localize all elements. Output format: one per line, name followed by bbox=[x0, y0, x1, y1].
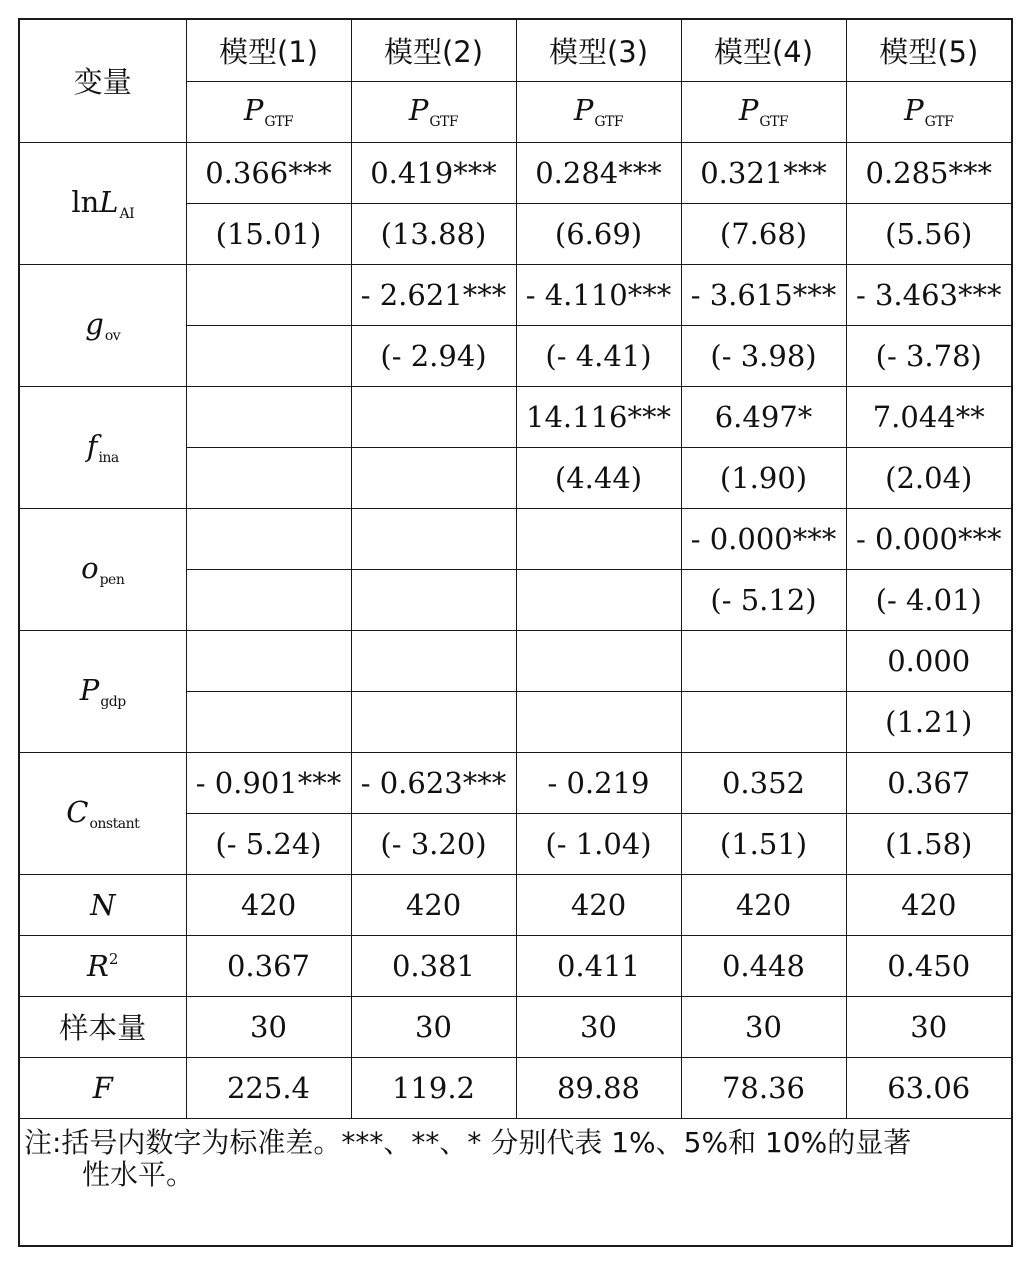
coefficient-cell bbox=[351, 386, 516, 447]
variable-name bbox=[20, 264, 186, 386]
model-header: 模型(5) bbox=[846, 20, 1011, 81]
dependent-subscript: GTF bbox=[759, 114, 789, 130]
standard-error-cell: (15.01) bbox=[186, 203, 351, 264]
coefficient-cell: 0.367 bbox=[846, 752, 1011, 813]
dependent-variable bbox=[351, 81, 516, 142]
standard-error-cell: (13.88) bbox=[351, 203, 516, 264]
stat-value-cell: 63.06 bbox=[846, 1057, 1011, 1118]
stat-label-text: R bbox=[87, 948, 109, 983]
stat-label bbox=[20, 996, 186, 1057]
variable-header: 变量 bbox=[20, 20, 186, 142]
model-header: 模型(2) bbox=[351, 20, 516, 81]
stat-row bbox=[20, 1057, 1011, 1118]
variable-symbol bbox=[71, 185, 134, 222]
standard-error-cell: (7.68) bbox=[681, 203, 846, 264]
stat-value-cell: 420 bbox=[186, 874, 351, 935]
dependent-variable bbox=[846, 81, 1011, 142]
coefficient-cell: 0.284*** bbox=[516, 142, 681, 203]
standard-error-cell: (1.90) bbox=[681, 447, 846, 508]
variable-symbol bbox=[87, 429, 119, 466]
stat-value-cell: 30 bbox=[846, 996, 1011, 1057]
variable-main: g bbox=[85, 306, 104, 341]
variable-subscript: pen bbox=[99, 571, 125, 588]
variable-main: P bbox=[79, 672, 100, 707]
variable-main: o bbox=[81, 550, 99, 585]
coefficient-cell: - 0.623*** bbox=[351, 752, 516, 813]
coefficient-cell bbox=[186, 264, 351, 325]
variable-name bbox=[20, 752, 186, 874]
coefficient-cell: - 0.901*** bbox=[186, 752, 351, 813]
standard-error-cell: (- 5.24) bbox=[186, 813, 351, 874]
standard-error-cell: (1.21) bbox=[846, 691, 1011, 752]
stat-value-cell: 0.367 bbox=[186, 935, 351, 996]
standard-error-cell: (6.69) bbox=[516, 203, 681, 264]
coef-row bbox=[20, 630, 1011, 691]
stat-label bbox=[20, 874, 186, 935]
stat-label-text: 样本量 bbox=[59, 1011, 147, 1045]
standard-error-cell: (1.51) bbox=[681, 813, 846, 874]
coefficient-cell bbox=[516, 508, 681, 569]
variable-name bbox=[20, 386, 186, 508]
dependent-subscript: GTF bbox=[429, 114, 459, 130]
stat-label-text: N bbox=[90, 887, 116, 922]
standard-error-cell: (- 3.20) bbox=[351, 813, 516, 874]
stat-value-cell: 30 bbox=[681, 996, 846, 1057]
variable-symbol bbox=[66, 795, 139, 832]
coefficient-cell bbox=[351, 508, 516, 569]
stat-value-cell: 225.4 bbox=[186, 1057, 351, 1118]
coefficient-cell: 6.497* bbox=[681, 386, 846, 447]
dependent-subscript: GTF bbox=[264, 114, 294, 130]
regression-table-frame bbox=[18, 18, 1013, 1247]
standard-error-cell bbox=[516, 569, 681, 630]
standard-error-cell: (- 5.12) bbox=[681, 569, 846, 630]
stat-value-cell: 78.36 bbox=[681, 1057, 846, 1118]
dependent-variable bbox=[681, 81, 846, 142]
dependent-symbol: $P_{GTF}$ bbox=[573, 93, 624, 130]
variable-subscript: ina bbox=[98, 449, 119, 466]
dependent-symbol: $P_{GTF}$ bbox=[904, 93, 954, 130]
stat-row bbox=[20, 935, 1011, 996]
stat-value-cell: 420 bbox=[516, 874, 681, 935]
variable-symbol bbox=[80, 673, 126, 710]
coefficient-cell bbox=[516, 630, 681, 691]
standard-error-cell bbox=[351, 691, 516, 752]
variable-symbol bbox=[81, 551, 124, 588]
standard-error-cell: (- 4.41) bbox=[516, 325, 681, 386]
coefficient-cell: 7.044** bbox=[846, 386, 1011, 447]
standard-error-cell: (- 3.78) bbox=[846, 325, 1011, 386]
standard-error-cell bbox=[351, 447, 516, 508]
coefficient-cell: - 4.110*** bbox=[516, 264, 681, 325]
stat-row bbox=[20, 874, 1011, 935]
coef-row bbox=[20, 264, 1011, 325]
stat-label-superscript: 2 bbox=[108, 949, 119, 968]
stat-value-cell: 0.450 bbox=[846, 935, 1011, 996]
coefficient-cell: 0.285*** bbox=[846, 142, 1011, 203]
note-line-1: 注:括号内数字为标准差。***、**、* 分别代表 1%、5%和 10%的显著 bbox=[24, 1125, 912, 1159]
coefficient-cell bbox=[186, 630, 351, 691]
stat-value-cell: 0.381 bbox=[351, 935, 516, 996]
dependent-symbol: $P_{GTF}$ bbox=[408, 93, 459, 130]
standard-error-cell bbox=[516, 691, 681, 752]
standard-error-cell: (5.56) bbox=[846, 203, 1011, 264]
variable-prefix: ln bbox=[71, 184, 100, 219]
variable-subscript: ov bbox=[104, 327, 121, 344]
coefficient-cell bbox=[351, 630, 516, 691]
coefficient-cell: 0.366*** bbox=[186, 142, 351, 203]
standard-error-cell: (- 2.94) bbox=[351, 325, 516, 386]
coefficient-cell bbox=[681, 630, 846, 691]
coefficient-cell bbox=[186, 386, 351, 447]
standard-error-cell bbox=[681, 691, 846, 752]
coefficient-cell: - 0.219 bbox=[516, 752, 681, 813]
coef-row bbox=[20, 142, 1011, 203]
dependent-subscript: GTF bbox=[594, 114, 624, 130]
dependent-symbol: $P_{GTF}$ bbox=[738, 93, 789, 130]
standard-error-cell bbox=[186, 691, 351, 752]
coefficient-cell: - 2.621*** bbox=[351, 264, 516, 325]
standard-error-cell: (- 3.98) bbox=[681, 325, 846, 386]
coefficient-cell: - 0.000*** bbox=[681, 508, 846, 569]
coefficient-cell: - 3.463*** bbox=[846, 264, 1011, 325]
coefficient-cell: 0.000 bbox=[846, 630, 1011, 691]
variable-name bbox=[20, 630, 186, 752]
model-header: 模型(4) bbox=[681, 20, 846, 81]
stat-value-cell: 30 bbox=[351, 996, 516, 1057]
standard-error-cell bbox=[351, 569, 516, 630]
standard-error-cell: (1.58) bbox=[846, 813, 1011, 874]
stat-label-text: F bbox=[92, 1070, 113, 1105]
standard-error-cell bbox=[186, 569, 351, 630]
stat-label bbox=[20, 935, 186, 996]
standard-error-cell bbox=[186, 447, 351, 508]
coef-row bbox=[20, 752, 1011, 813]
note-line-2: 性水平。 bbox=[82, 1157, 195, 1191]
coefficient-cell: - 3.615*** bbox=[681, 264, 846, 325]
coefficient-cell: 0.352 bbox=[681, 752, 846, 813]
standard-error-cell: (4.44) bbox=[516, 447, 681, 508]
standard-error-cell bbox=[186, 325, 351, 386]
stat-label bbox=[20, 1057, 186, 1118]
dependent-symbol: $P_{GTF}$ bbox=[243, 93, 294, 130]
dependent-variable bbox=[186, 81, 351, 142]
stat-value-cell: 420 bbox=[681, 874, 846, 935]
coefficient-cell bbox=[186, 508, 351, 569]
standard-error-cell: (- 4.01) bbox=[846, 569, 1011, 630]
coefficient-cell: - 0.000*** bbox=[846, 508, 1011, 569]
variable-subscript: AI bbox=[119, 205, 135, 222]
dependent-variable bbox=[516, 81, 681, 142]
stat-value-cell: 30 bbox=[516, 996, 681, 1057]
variable-main: C bbox=[66, 794, 89, 829]
coefficient-cell: 0.419*** bbox=[351, 142, 516, 203]
standard-error-cell: (2.04) bbox=[846, 447, 1011, 508]
variable-main: L bbox=[99, 184, 119, 219]
stat-row bbox=[20, 996, 1011, 1057]
regression-table bbox=[20, 20, 1011, 1119]
coefficient-cell: 0.321*** bbox=[681, 142, 846, 203]
stat-value-cell: 420 bbox=[846, 874, 1011, 935]
dependent-subscript: GTF bbox=[924, 114, 954, 130]
model-header: 模型(3) bbox=[516, 20, 681, 81]
stat-value-cell: 420 bbox=[351, 874, 516, 935]
standard-error-cell: (- 1.04) bbox=[516, 813, 681, 874]
variable-name bbox=[20, 142, 186, 264]
coef-row bbox=[20, 386, 1011, 447]
stat-value-cell: 0.448 bbox=[681, 935, 846, 996]
variable-subscript: onstant bbox=[89, 815, 140, 832]
variable-main: f bbox=[86, 428, 98, 463]
coefficient-cell: 14.116*** bbox=[516, 386, 681, 447]
stat-value-cell: 0.411 bbox=[516, 935, 681, 996]
table-note bbox=[20, 1119, 1011, 1191]
variable-subscript: gdp bbox=[100, 693, 126, 710]
stat-value-cell: 119.2 bbox=[351, 1057, 516, 1118]
coef-row bbox=[20, 508, 1011, 569]
header-row-models bbox=[20, 20, 1011, 81]
stat-value-cell: 89.88 bbox=[516, 1057, 681, 1118]
variable-symbol bbox=[85, 307, 120, 344]
model-header: 模型(1) bbox=[186, 20, 351, 81]
variable-name bbox=[20, 508, 186, 630]
stat-value-cell: 30 bbox=[186, 996, 351, 1057]
